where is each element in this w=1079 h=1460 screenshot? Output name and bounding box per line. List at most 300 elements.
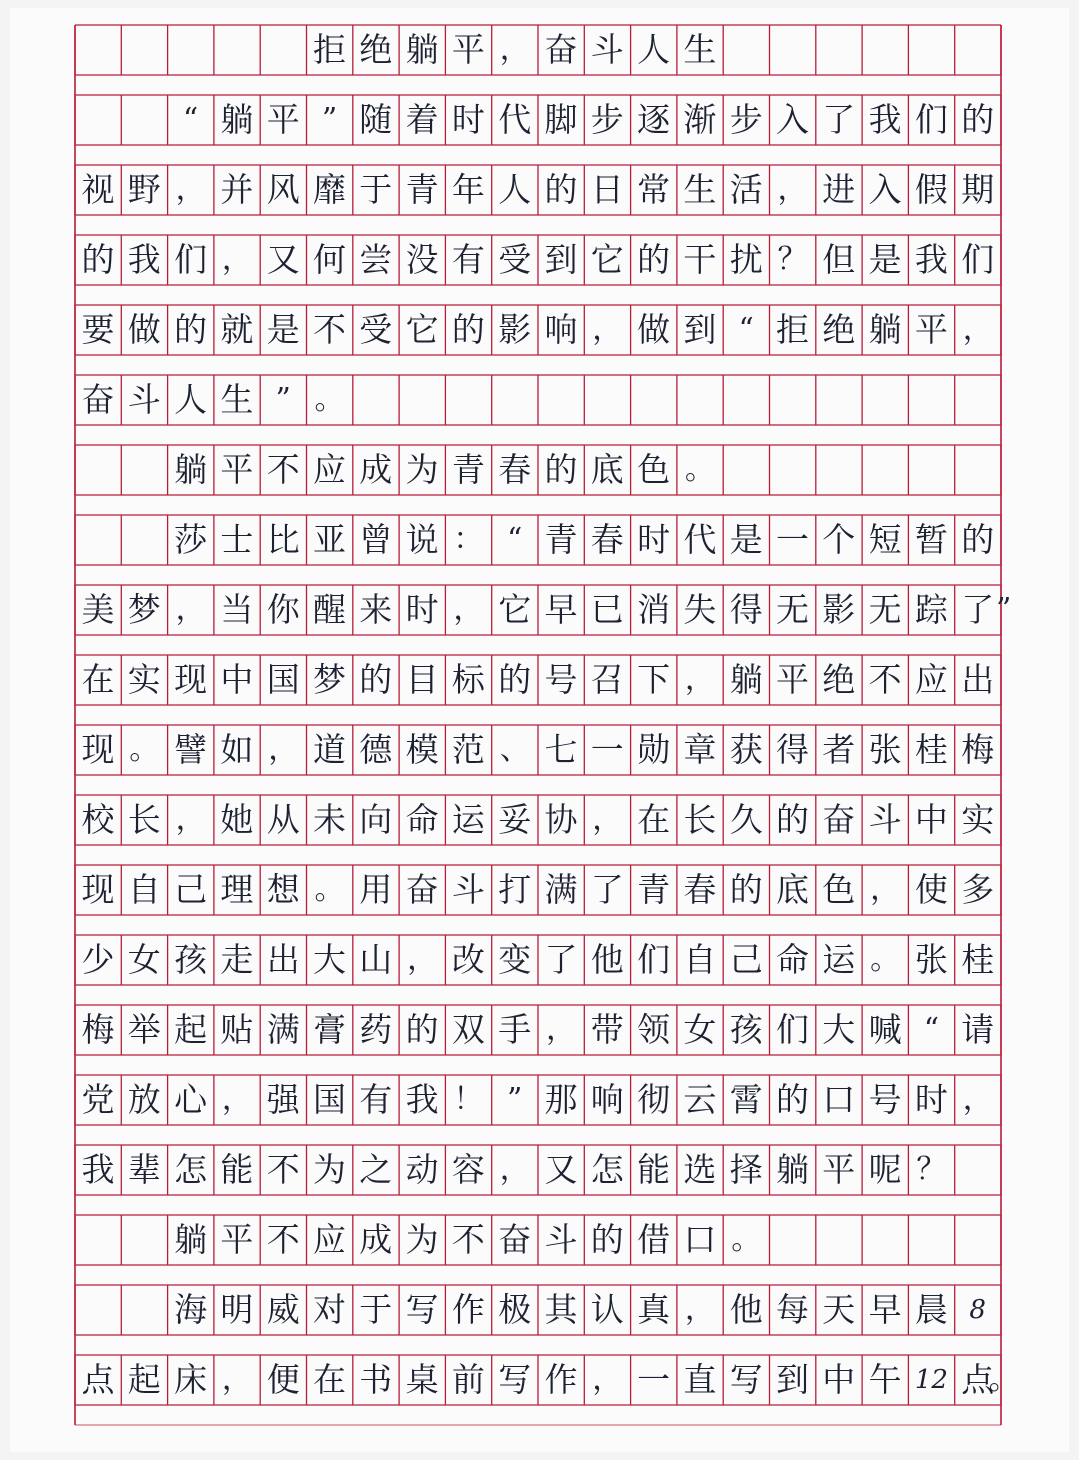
essay-char: 梦 (127, 590, 161, 629)
essay-char: 已 (590, 590, 624, 629)
essay-char: 不 (266, 1220, 300, 1259)
essay-char: 春 (683, 870, 717, 909)
essay-char: 命 (405, 800, 439, 839)
essay-char: 己 (174, 870, 208, 909)
essay-char: 校 (81, 800, 115, 839)
essay-char: 响 (544, 310, 578, 349)
essay-char: 生 (683, 30, 717, 69)
essay-char: 8 (969, 1295, 986, 1325)
essay-char: 在 (81, 660, 115, 699)
essay-char: 。 (731, 1222, 762, 1257)
essay-char: 获 (729, 730, 763, 769)
essay-char: 应 (914, 660, 948, 699)
essay-char: 曾 (359, 520, 393, 559)
essay-char: 代 (498, 100, 532, 139)
composition-sheet (10, 8, 1069, 1452)
essay-char: 斗 (127, 380, 161, 419)
essay-char: 未 (313, 800, 346, 839)
essay-char: 满 (544, 870, 578, 909)
essay-char: 随 (359, 100, 393, 139)
essay-char: 我 (405, 1080, 439, 1119)
essay-char: 亚 (313, 520, 346, 559)
essay-char: 的 (405, 1010, 439, 1049)
essay-char: 人 (637, 30, 671, 69)
essay-char: 命 (776, 940, 809, 979)
essay-char: 自 (683, 940, 717, 979)
essay-char: 作 (544, 1360, 578, 1399)
essay-char: 出 (961, 660, 995, 699)
essay-char: 张 (868, 730, 902, 769)
essay-char: 写 (405, 1290, 439, 1329)
essay-char: 直 (683, 1360, 717, 1399)
essay-char: 七 (544, 730, 578, 769)
essay-char: 天 (822, 1290, 856, 1329)
essay-char: 斗 (544, 1220, 578, 1259)
essay-char: 了 (961, 590, 995, 629)
essay-char: ， (592, 802, 623, 837)
essay-line (10, 935, 1079, 1005)
essay-char: 失 (683, 590, 717, 629)
essay-char: 张 (914, 940, 948, 979)
essay-char: 但 (822, 240, 856, 279)
essay-char: 莎 (174, 520, 208, 559)
essay-char: ？ (916, 1152, 947, 1187)
essay-char: ， (453, 592, 484, 627)
essay-char: 怎 (590, 1150, 624, 1189)
essay-char: 醒 (313, 590, 346, 629)
essay-char: ” (321, 102, 338, 137)
essay-char: 时 (914, 1080, 948, 1119)
essay-char: 党 (81, 1080, 115, 1119)
essay-char: ， (684, 1292, 715, 1327)
essay-char: 使 (914, 870, 948, 909)
essay-char: 躺 (220, 100, 254, 139)
essay-char: 实 (127, 660, 161, 699)
essay-char: 借 (637, 1220, 671, 1259)
essay-char: 日 (590, 170, 624, 209)
essay-char: 脚 (544, 100, 578, 139)
essay-line (10, 25, 1079, 95)
essay-char: 满 (266, 1010, 300, 1049)
essay-char: 出 (266, 940, 300, 979)
essay-char: 得 (776, 730, 809, 769)
essay-char: 进 (822, 170, 856, 209)
essay-char: ” (507, 1082, 523, 1117)
essay-char: 平 (914, 310, 948, 349)
essay-char: 午 (868, 1360, 902, 1399)
essay-line (10, 515, 1079, 585)
essay-char: 春 (590, 520, 624, 559)
essay-char: 消 (637, 590, 671, 629)
essay-char: 得 (729, 590, 763, 629)
essay-char: 一 (637, 1360, 671, 1399)
essay-char: 又 (544, 1150, 578, 1189)
essay-char: 从 (266, 800, 300, 839)
essay-char: 说 (405, 520, 439, 559)
essay-char: 你 (266, 590, 300, 629)
essay-char: 躺 (868, 310, 902, 349)
essay-char: 的 (544, 170, 578, 209)
essay-char: ， (175, 592, 206, 627)
essay-char: 运 (822, 940, 856, 979)
essay-char: 打 (498, 870, 532, 909)
essay-char: 走 (220, 940, 254, 979)
essay-char: 们 (961, 240, 995, 279)
essay-char: 奋 (405, 870, 439, 909)
essay-char: 请 (961, 1010, 995, 1049)
essay-char: 到 (683, 310, 717, 349)
essay-char: 强 (266, 1080, 300, 1119)
essay-char: 我 (81, 1150, 115, 1189)
essay-char: ， (962, 1082, 993, 1117)
essay-char: 躺 (174, 450, 208, 489)
essay-char: 起 (127, 1360, 161, 1399)
essay-char: ， (592, 312, 623, 347)
essay-char: ， (221, 1362, 252, 1397)
essay-char: 它 (590, 240, 624, 279)
essay-char: 标 (451, 660, 485, 699)
essay-char: 的 (498, 660, 532, 699)
essay-char: 入 (776, 100, 809, 139)
essay-char: “ (738, 312, 754, 347)
essay-char: 们 (637, 940, 671, 979)
essay-char: 美 (81, 590, 115, 629)
essay-char: 不 (313, 310, 346, 349)
essay-char: ， (175, 802, 206, 837)
essay-line (10, 1005, 1079, 1075)
essay-char: 。 (988, 1362, 1019, 1397)
essay-char: 如 (220, 730, 254, 769)
essay-char: 不 (868, 660, 902, 699)
essay-char: 的 (359, 660, 393, 699)
essay-char: ， (962, 312, 993, 347)
essay-char: 平 (266, 100, 300, 139)
essay-char: 长 (683, 800, 717, 839)
essay-char: 它 (405, 310, 439, 349)
essay-char: 躺 (174, 1220, 208, 1259)
essay-char: 云 (683, 1080, 717, 1119)
essay-char: 平 (451, 30, 485, 69)
essay-char: 点 (961, 1360, 995, 1399)
essay-char: 做 (127, 310, 161, 349)
essay-char: 影 (822, 590, 856, 629)
essay-line (10, 305, 1079, 375)
essay-char: 下 (637, 660, 671, 699)
essay-char: 我 (868, 100, 902, 139)
essay-line (10, 445, 1079, 515)
essay-char: 女 (127, 940, 161, 979)
essay-char: 有 (359, 1080, 393, 1119)
essay-char: 影 (498, 310, 532, 349)
essay-char: 之 (359, 1150, 393, 1189)
essay-char: 久 (729, 800, 763, 839)
essay-char: 青 (451, 450, 485, 489)
essay-char: 平 (776, 660, 809, 699)
essay-char: 变 (498, 940, 532, 979)
essay-char: 平 (822, 1150, 856, 1189)
essay-char: 的 (637, 240, 671, 279)
essay-char: 人 (498, 170, 532, 209)
essay-char: ， (870, 872, 901, 907)
essay-char: 大 (822, 1010, 856, 1049)
essay-char: 到 (776, 1360, 809, 1399)
essay-char: 起 (174, 1010, 208, 1049)
essay-char: 奋 (81, 380, 115, 419)
essay-char: 一 (776, 520, 809, 559)
essay-char: 应 (313, 450, 346, 489)
essay-char: 国 (313, 1080, 346, 1119)
essay-char: 己 (729, 940, 763, 979)
essay-char: 年 (451, 170, 485, 209)
essay-char: 我 (127, 240, 161, 279)
essay-char: 有 (451, 240, 485, 279)
essay-char: 无 (868, 590, 902, 629)
essay-char: 召 (590, 660, 624, 699)
essay-char: 德 (359, 730, 393, 769)
essay-char: 就 (220, 310, 254, 349)
essay-line (10, 1075, 1079, 1145)
essay-char: 前 (451, 1360, 485, 1399)
essay-char: 是 (729, 520, 763, 559)
essay-char: 青 (637, 870, 671, 909)
essay-char: 时 (637, 520, 671, 559)
essay-char: 号 (868, 1080, 902, 1119)
essay-char: 怎 (174, 1150, 208, 1189)
essay-char: 青 (405, 170, 439, 209)
essay-char: 们 (914, 100, 948, 139)
essay-char: ， (221, 1082, 252, 1117)
essay-char: 的 (729, 870, 763, 909)
essay-char: 的 (451, 310, 485, 349)
essay-char: 步 (590, 100, 624, 139)
essay-char: 梦 (313, 660, 346, 699)
essay-char: 口 (822, 1080, 856, 1119)
essay-char: ， (546, 1012, 576, 1047)
essay-char: 便 (266, 1360, 300, 1399)
essay-char: 踪 (914, 590, 948, 629)
essay-char: 生 (683, 170, 717, 209)
essay-char: 应 (313, 1220, 346, 1259)
essay-line (10, 1355, 1079, 1425)
essay-char: 威 (266, 1290, 300, 1329)
essay-char: 号 (544, 660, 578, 699)
essay-char: 受 (359, 310, 393, 349)
essay-char: 干 (683, 240, 717, 279)
essay-char: 范 (451, 730, 485, 769)
essay-char: 写 (498, 1360, 532, 1399)
essay-char: 无 (776, 590, 809, 629)
essay-char: 假 (914, 170, 948, 209)
essay-char: 大 (313, 940, 346, 979)
essay-char: 对 (313, 1290, 346, 1329)
essay-char: 不 (266, 450, 300, 489)
essay-line (10, 375, 1079, 445)
essay-line (10, 865, 1079, 935)
essay-char: 视 (81, 170, 115, 209)
essay-char: 中 (220, 660, 254, 699)
essay-line (10, 1145, 1079, 1215)
essay-char: 绝 (822, 310, 856, 349)
essay-char: 国 (266, 660, 300, 699)
essay-char: 。 (314, 872, 345, 907)
essay-char: 想 (266, 870, 300, 909)
essay-char: 躺 (405, 30, 439, 69)
essay-char: 现 (81, 870, 115, 909)
essay-char: 孩 (174, 940, 208, 979)
essay-char: 孩 (729, 1010, 763, 1049)
essay-char: 早 (544, 590, 578, 629)
essay-char: 是 (868, 240, 902, 279)
essay-char: 代 (683, 520, 717, 559)
essay-char: 青 (544, 520, 578, 559)
essay-char: 们 (174, 240, 208, 279)
essay-line (10, 1285, 1079, 1355)
essay-char: 斗 (590, 30, 624, 69)
essay-char: 时 (405, 590, 439, 629)
essay-char: 要 (81, 310, 115, 349)
essay-char: 多 (961, 870, 995, 909)
essay-char: 章 (683, 730, 717, 769)
essay-char: 靡 (313, 170, 346, 209)
essay-char: 入 (868, 170, 902, 209)
essay-char: 理 (220, 870, 254, 909)
essay-char: 人 (174, 380, 208, 419)
essay-char: 是 (266, 310, 300, 349)
essay-char: 用 (359, 870, 393, 909)
essay-char: 常 (637, 170, 671, 209)
essay-char: 活 (729, 170, 763, 209)
essay-char: 极 (498, 1290, 532, 1329)
essay-char: 底 (590, 450, 624, 489)
essay-char: 响 (590, 1080, 624, 1119)
essay-char: 其 (544, 1290, 578, 1329)
essay-char: 早 (868, 1290, 902, 1329)
essay-char: 躺 (776, 1150, 809, 1189)
essay-char: 膏 (313, 1010, 346, 1049)
essay-char: 又 (266, 240, 300, 279)
essay-char: 期 (961, 170, 995, 209)
essay-char: 山 (359, 940, 393, 979)
essay-line (10, 725, 1079, 795)
essay-char: 。 (129, 732, 160, 767)
essay-char: 成 (359, 1220, 393, 1259)
essay-char: 在 (637, 800, 671, 839)
essay-char: “ (923, 1012, 940, 1047)
essay-char: 成 (359, 450, 393, 489)
essay-char: 他 (729, 1290, 763, 1329)
essay-char: 奋 (544, 30, 578, 69)
essay-char: ” (996, 592, 1012, 627)
essay-char: 比 (266, 520, 300, 559)
essay-char: ， (268, 732, 299, 767)
essay-char: ” (275, 382, 291, 417)
essay-char: 向 (359, 800, 393, 839)
essay-char: 领 (637, 1010, 671, 1049)
essay-char: ！ (453, 1082, 484, 1117)
essay-char: 做 (637, 310, 671, 349)
essay-char: 着 (405, 100, 439, 139)
essay-char: 写 (729, 1360, 763, 1399)
essay-char: “ (507, 522, 523, 557)
essay-char: 绝 (359, 30, 393, 69)
essay-char: 真 (637, 1290, 671, 1329)
essay-char: 色 (637, 450, 671, 489)
essay-char: 当 (220, 590, 254, 629)
essay-char: 并 (220, 170, 254, 209)
essay-char: 色 (822, 870, 856, 909)
essay-char: “ (182, 102, 199, 137)
essay-char: ， (499, 1152, 530, 1187)
essay-char: 口 (683, 1220, 717, 1259)
essay-char: 运 (451, 800, 485, 839)
essay-char: 底 (776, 870, 809, 909)
essay-char: 桌 (405, 1360, 439, 1399)
essay-char: ， (221, 242, 252, 277)
essay-char: 书 (359, 1360, 393, 1399)
essay-char: 渐 (683, 100, 717, 139)
essay-char: 模 (405, 730, 439, 769)
essay-char: 譬 (174, 730, 208, 769)
essay-char: 逐 (637, 100, 671, 139)
essay-char: 药 (359, 1010, 393, 1049)
essay-line (10, 235, 1079, 305)
essay-char: ， (684, 662, 715, 697)
essay-char: ， (407, 942, 438, 977)
essay-char: 。 (870, 942, 901, 977)
essay-char: 的 (961, 520, 995, 559)
essay-char: 容 (451, 1150, 485, 1189)
essay-char: 的 (544, 450, 578, 489)
essay-char: 士 (220, 520, 254, 559)
essay-char: 了 (590, 870, 624, 909)
essay-char: 不 (451, 1220, 485, 1259)
essay-char: 短 (868, 520, 902, 559)
essay-char: 为 (405, 450, 439, 489)
essay-char: 风 (266, 170, 300, 209)
essay-char: 平 (220, 1220, 254, 1259)
essay-char: 梅 (81, 1010, 115, 1049)
essay-char: 尝 (359, 240, 393, 279)
essay-char: 为 (313, 1150, 346, 1189)
essay-char: 双 (451, 1010, 485, 1049)
essay-char: 平 (220, 450, 254, 489)
essay-line (10, 1215, 1079, 1285)
essay-char: 于 (359, 1290, 393, 1329)
essay-line (10, 795, 1079, 865)
essay-char: 心 (174, 1080, 208, 1119)
essay-char: 在 (313, 1360, 346, 1399)
essay-char: ， (592, 1362, 623, 1397)
essay-char: 为 (405, 1220, 439, 1259)
essay-char: 呢 (868, 1150, 902, 1189)
essay-char: 的 (81, 240, 115, 279)
essay-char: 步 (729, 100, 763, 139)
essay-char: 来 (359, 590, 393, 629)
essay-char: 床 (174, 1360, 208, 1399)
essay-char: 那 (544, 1080, 578, 1119)
essay-char: 们 (776, 1010, 809, 1049)
essay-char: 拒 (776, 310, 809, 349)
essay-char: 手 (498, 1010, 532, 1049)
essay-char: 的 (776, 1080, 809, 1119)
essay-char: 明 (220, 1290, 254, 1329)
essay-char: 动 (405, 1150, 439, 1189)
essay-char: 现 (81, 730, 115, 769)
essay-char: 自 (127, 870, 161, 909)
essay-char: ， (499, 32, 530, 67)
essay-char: 12 (914, 1365, 948, 1395)
essay-char: 者 (822, 730, 856, 769)
